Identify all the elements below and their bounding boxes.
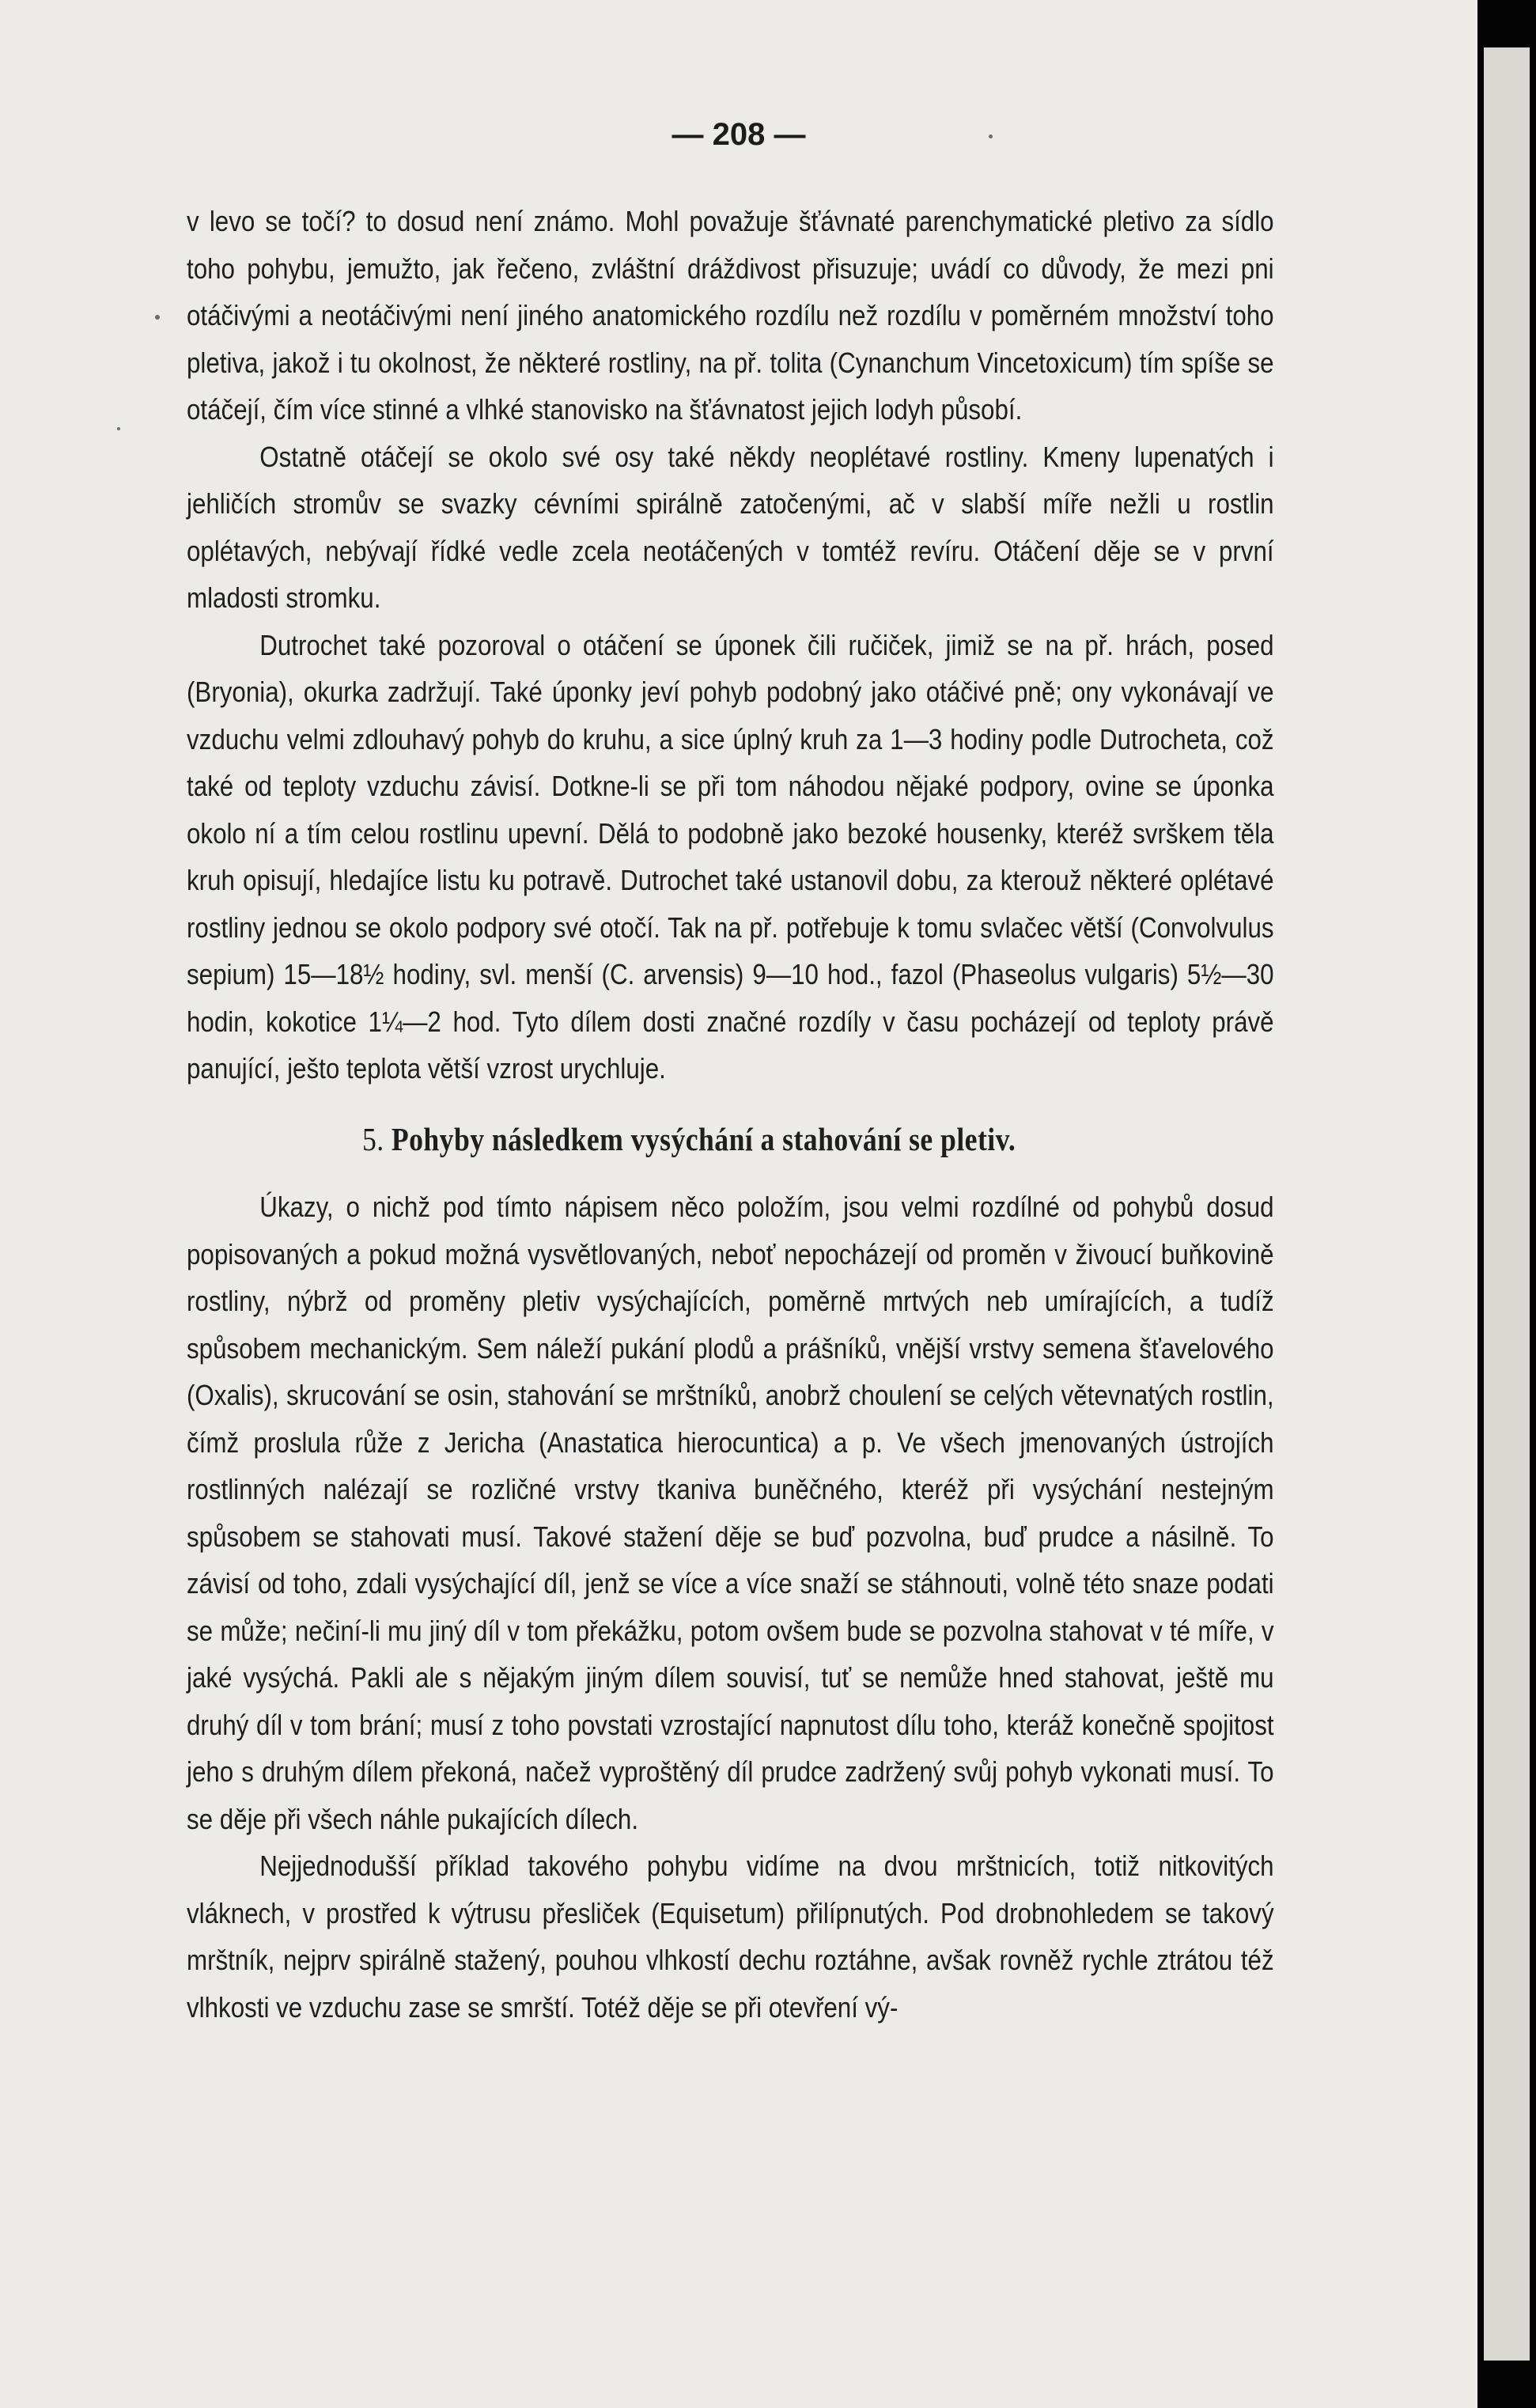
page-number: — 208 — [672,117,806,152]
page-text-block [187,198,1274,2031]
print-speck [155,315,160,320]
paragraph-4: Úkazy, o nichž pod tímto nápisem něco položím, jsou velmi rozdílné od pohybů dosud popisovaných a pokud možná vysvětlovaných, neboť nepocházejí od proměn v živoucí buňkovině rostliny, nýbrž od proměny pletiv vysýchajících, poměrně mrtvých neb umírajících, a tudíž spůsobem mechanickým. Sem náleží pukání plodů a prášníků, vnější vrstvy semena šťavelového (Oxalis), skrucování se osin, stahování se mrštníků, anobrž choulení se celých větevnatých rostlin, čímž proslula růže z Jericha (Anastatica hierocuntica) a p. Ve všech jmenovaných ústrojích rostlinných nalézají se rozličné vrstvy tkaniva buněčného, kteréž při vysýchání nestejným spůsobem se stahovati musí. Takové stažení děje se buď pozvolna, buď prudce a násilně. To závisí od toho, zdali vysýchající díl, jenž se více a více snaží se stáhnouti, volně této snaze podati se může; nečiní-li mu jiný díl v tom překážku, potom ovšem bude se pozvolna stahovat v té míře, v jaké vysýchá. Pakli ale s nějakým jiným dílem souvisí, tuť se nemůže hned stahovat, ještě mu druhý díl v tom brání; musí z toho povstati vzrostající napnutost dílu toho, kteráž konečně spojitost jeho s druhým dílem překoná, načež vyproštěný díl prudce zadržený svůj pohyb vykonati musí. To se děje při všech náhle pukajících dílech. [187,1191,1274,1835]
adjacent-page-edge [1477,0,1536,2408]
adjacent-page-sliver [1484,47,1530,2361]
print-speck [989,134,993,138]
paragraph-3: Dutrochet také pozoroval o otáčení se úponek čili ručiček, jimiž se na př. hrách, posed (Bryonia), okurka zadržují. Také úponky jeví pohyb podobný jako otáčivé pně; ony vykonávají ve vzduchu velmi zdlouhavý pohyb do kruhu, a sice úplný kruh za 1—3 hodiny podle Dutrocheta, což také od teploty vzduchu závisí. Dotkne-li se při tom náhodou nějaké podpory, ovine se úponka okolo ní a tím celou rostlinu upevní. Dělá to podobně jako bezoké housenky, kteréž svrškem těla kruh opisují, hledajíce listu ku potravě. Dutrochet také ustanovil dobu, za kterouž některé oplétavé rostliny jednou se okolo podpory své otočí. Tak na př. potřebuje k tomu svlačec větší (Convolvulus sepium) 15—18½ hodiny, svl. menší (C. arvensis) 9—10 hod., fazol (Phaseolus vulgaris) 5½—30 hodin, kokotice 1¼—2 hod. Tyto dílem dosti značné rozdíly v času pocházejí od teploty právě panující, ješto teplota větší vzrost urychluje. [187,628,1274,1085]
section-number: 5. [361,1120,384,1157]
section-heading [187,1116,1274,1164]
print-speck [117,427,120,430]
paragraph-2: Ostatně otáčejí se okolo své osy také někdy neoplétavé rostliny. Kmeny lupenatých i jehličích stromův se svazky cévními spirálně zatočenými, ač v slabší míře nežli u rostlin oplétavých, nebývají řídké vedle zcela neotáčených v tomtéž revíru. Otáčení děje se v první mladosti stromku. [187,440,1274,614]
paragraph-5: Nejjednodušší příklad takového pohybu vidíme na dvou mrštnicích, totiž nitkovitých vláknech, v prostřed k výtrusu přesliček (Equisetum) přilípnutých. Pod drobnohledem se takový mrštník, nejprv spirálně stažený, pouhou vlhkostí dechu roztáhne, avšak rovněž rychle ztrátou též vlhkosti ve vzduchu zase se smrští. Totéž děje se při otevření vý- [187,1850,1274,2024]
paragraph-1: v levo se točí? to dosud není známo. Mohl považuje šťávnaté parenchymatické pletivo za sídlo toho pohybu, jemužto, jak řečeno, zvláštní dráždivost přisuzuje; uvádí co důvody, že mezi pni otáčivými a neotáčivými není jiného anatomického rozdílu než rozdílu v poměrném množství toho pletiva, jakož i tu okolnost, že některé rostliny, na př. tolita (Cynanchum Vincetoxicum) tím spíše se otáčejí, čím více stinné a vlhké stanovisko na šťávnatost jejich lodyh působí. [187,205,1274,426]
section-title: Pohyby následkem vysýchání a stahování se pletiv. [391,1120,1016,1157]
